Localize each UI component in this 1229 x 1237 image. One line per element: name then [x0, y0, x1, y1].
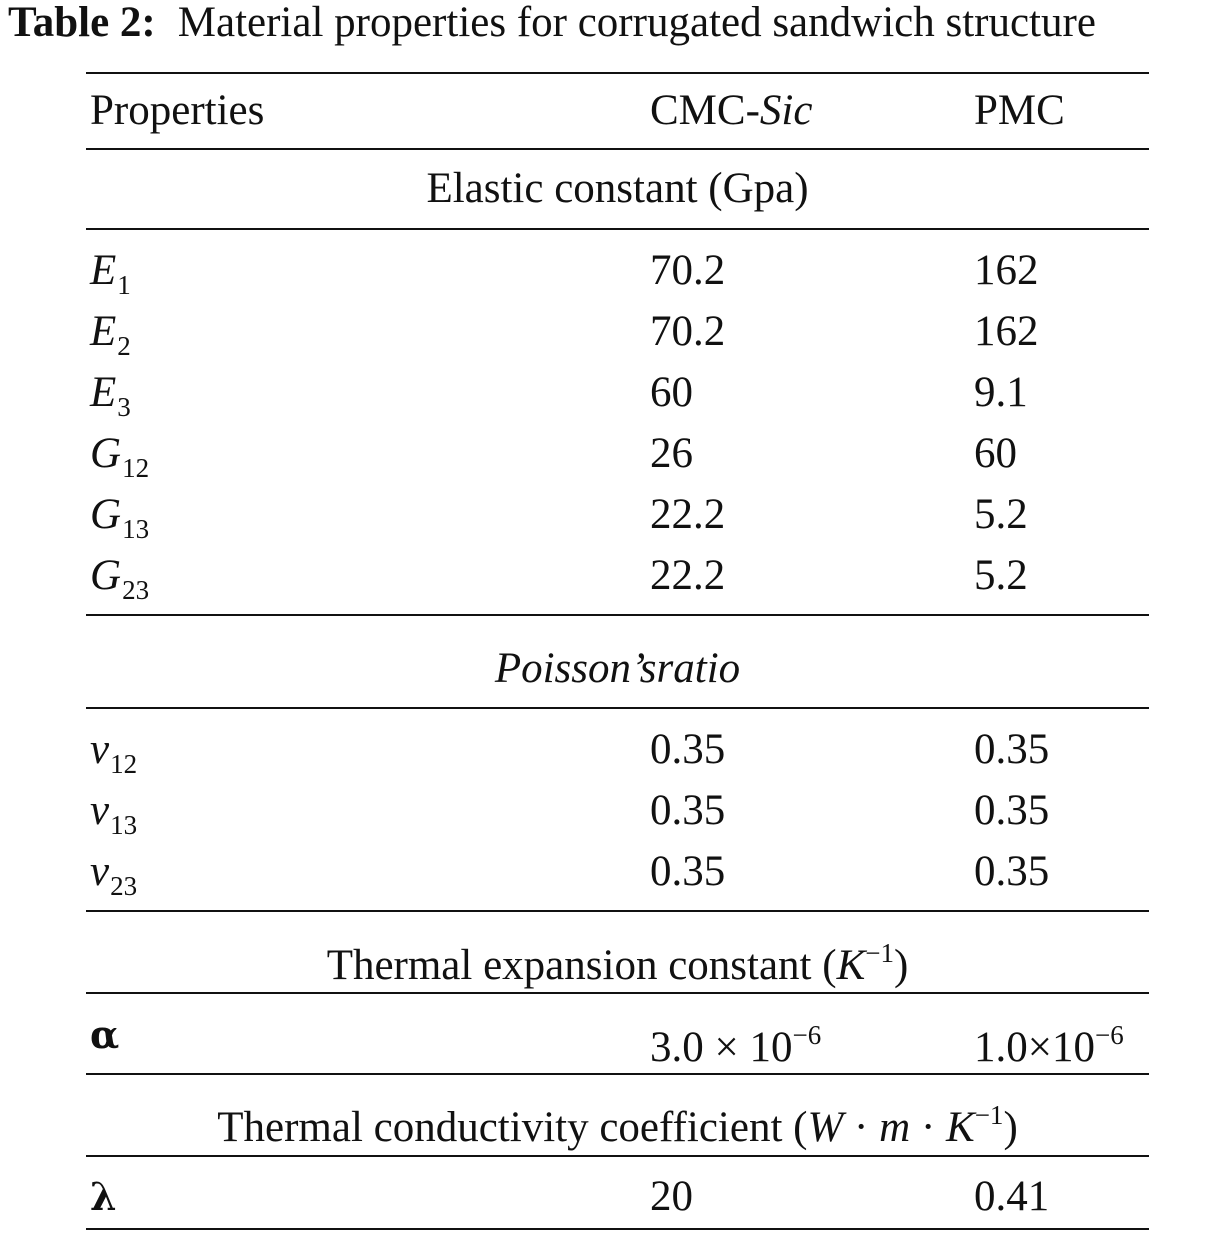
- cell-nu12-pmc: 0.35: [974, 726, 1050, 773]
- section-poisson-ratio: Poisson’sratio: [494, 645, 741, 692]
- cell-e2-cmc: 70.2: [650, 308, 726, 355]
- cell-e3-cmc: 60: [650, 369, 693, 416]
- section-thermal-expansion: Thermal expansion constant $(K^{-1})$: [326, 938, 909, 989]
- header-properties: Properties: [90, 87, 265, 134]
- header-pmc: PMC: [974, 87, 1065, 134]
- header-rule: [86, 148, 1149, 150]
- table-bottom-rule: [86, 1228, 1149, 1230]
- cell-nu12-cmc: 0.35: [650, 726, 726, 773]
- cell-alpha-cmc: $3.0 \times 10^{-6}$: [650, 1020, 822, 1071]
- cell-g13-cmc: 22.2: [650, 491, 726, 538]
- section-rule-elastic: [86, 228, 1149, 230]
- section-rule-thermal-conductivity: [86, 1155, 1149, 1157]
- row-label-g12: $G_{12}$: [90, 430, 150, 483]
- caption-title: Material properties for corrugated sandwich structure: [177, 0, 1096, 46]
- section-end-rule-elastic: [86, 614, 1149, 616]
- cell-nu23-cmc: 0.35: [650, 848, 726, 895]
- cell-alpha-pmc: $1.0\times 10^{-6}$: [974, 1020, 1124, 1071]
- cell-g12-pmc: 60: [974, 430, 1017, 477]
- section-end-rule-poisson: [86, 910, 1149, 912]
- cell-g12-cmc: 26: [650, 430, 693, 477]
- section-rule-thermal-expansion: [86, 992, 1149, 994]
- cell-lambda-cmc: 20: [650, 1173, 693, 1220]
- table-top-rule: [86, 72, 1149, 74]
- cell-g23-pmc: 5.2: [974, 552, 1028, 599]
- section-end-rule-thermal-expansion: [86, 1073, 1149, 1075]
- caption-label: Table 2:: [8, 0, 156, 46]
- row-label-g23: $G_{23}$: [90, 552, 150, 605]
- section-elastic-constant: Elastic constant (Gpa): [426, 165, 809, 212]
- row-label-e1: $E_1$: [90, 247, 131, 300]
- cell-nu23-pmc: 0.35: [974, 848, 1050, 895]
- row-label-alpha: α: [90, 1012, 120, 1057]
- cell-nu13-cmc: 0.35: [650, 787, 726, 834]
- section-rule-poisson: [86, 707, 1149, 709]
- row-label-nu13: $\nu_{13}$: [90, 787, 138, 840]
- row-label-g13: $G_{13}$: [90, 491, 150, 544]
- row-label-nu12: $\nu_{12}$: [90, 726, 138, 779]
- cell-e3-pmc: 9.1: [974, 369, 1028, 416]
- row-label-e3: $E_3$: [90, 369, 131, 422]
- row-label-e2: $E_2$: [90, 308, 131, 361]
- cell-e1-cmc: 70.2: [650, 247, 726, 294]
- cell-nu13-pmc: 0.35: [974, 787, 1050, 834]
- table-caption: [8, 0, 1096, 46]
- row-label-nu23: $\nu_{23}$: [90, 848, 138, 901]
- cell-lambda-pmc: 0.41: [974, 1173, 1050, 1220]
- header-cmc-sic: CMC-Sic: [650, 87, 813, 134]
- cell-e2-pmc: 162: [974, 308, 1039, 355]
- section-thermal-conductivity: Thermal conductivity coefficient $(W \cdot m \cdot K^{-1})$: [217, 1100, 1018, 1151]
- cell-g23-cmc: 22.2: [650, 552, 726, 599]
- cell-e1-pmc: 162: [974, 247, 1039, 294]
- row-label-lambda: λ: [90, 1174, 117, 1219]
- cell-g13-pmc: 5.2: [974, 491, 1028, 538]
